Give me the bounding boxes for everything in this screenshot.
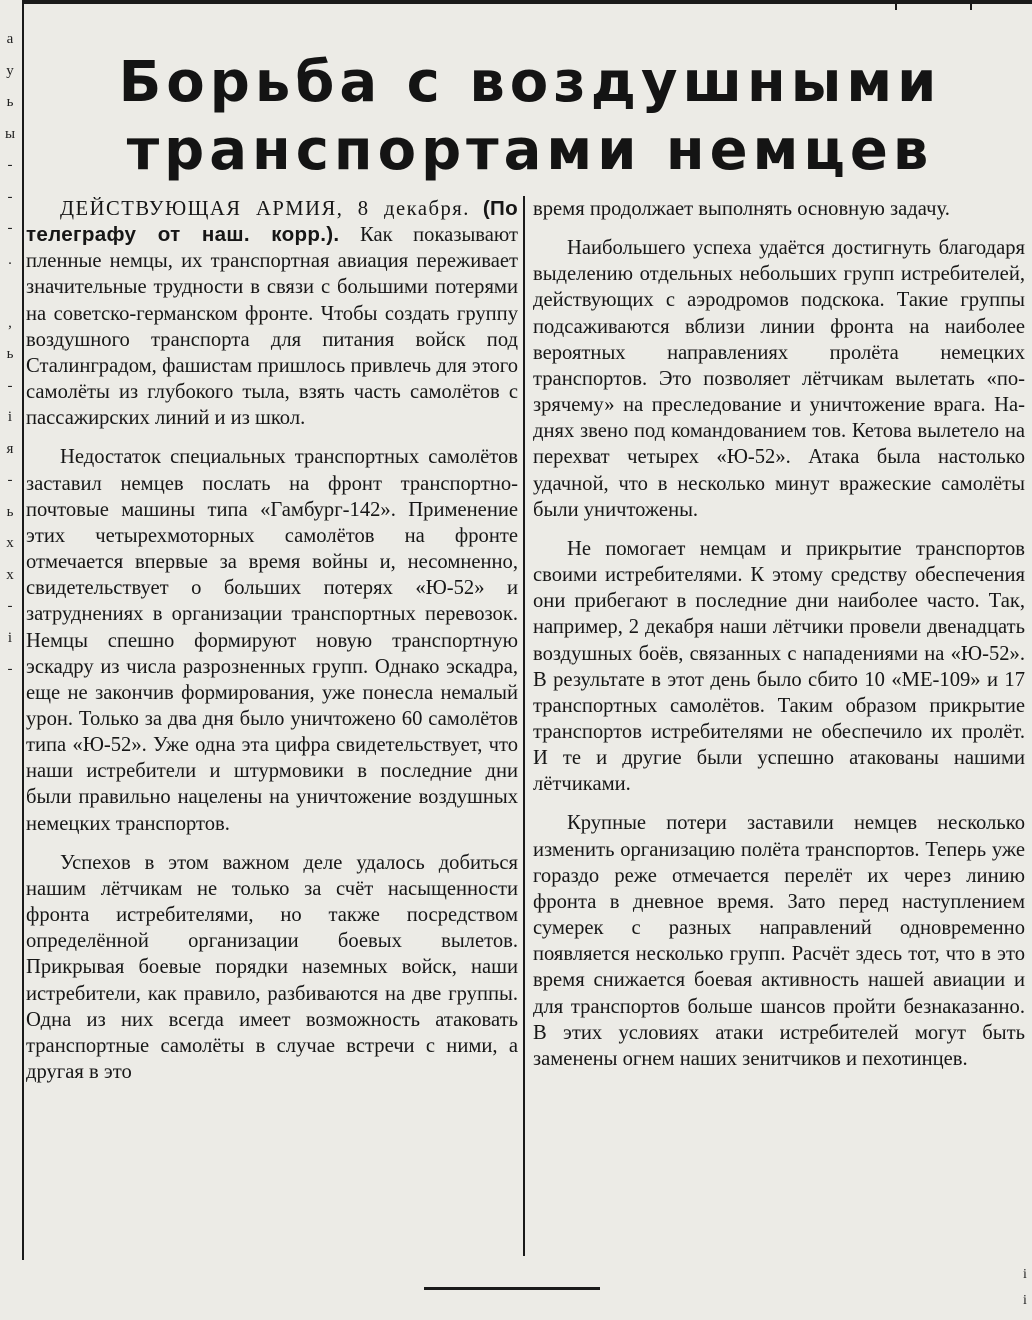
margin-fragment-char: - <box>7 472 13 488</box>
article-paragraph: Крупные потери заставили немцев несколько изменить организацию полёта транспортов. Теперь уже гораздо реже отмечается перелёт их через линию фронта в дневное время. Зато перед наступлением сумерек с разных направлений одновременно появляется несколько групп. Расчёт здесь тот, что в это время снижается боевая активность нашей авиации и для транспортов больше шансов пройти безнаказанно. В этих условиях атаки истребителей могут быть заменены огнем наших зенитчиков и пехотинцев. <box>533 812 1025 1070</box>
article-paragraph: Недостаток специальных транспортных самолётов заставил немцев послать на фронт транспортно-почтовые машины типа «Гамбург-142». Применение этих четырехмоторных самолётов на фронте отмечается впервые за время войны и, несомненно, свидетельствует о больших потерях «Ю-52» и затруднениях в организации транспортных перевозок. Немцы спешно формируют новую транспортную эскадру из числа разрозненных групп. Однако эскадра, еще не закончив формирования, уже понесла немалый урон. Только за два дня было уничтожено 60 самолётов типа «Ю-52». Уже одна эта цифра свидетельствует, что наши истребители и штурмовики в последние дни были правильно нацелены на уничтожение воздушных немецких транспортов. <box>26 446 518 835</box>
top-rule-tick <box>895 0 897 10</box>
margin-fragment-char: . <box>8 251 12 268</box>
margin-fragment-char: - <box>7 661 13 677</box>
margin-fragment-char: ь <box>6 503 14 520</box>
margin-fragment-char: і <box>1023 1293 1027 1308</box>
margin-fragment-char: я <box>6 440 14 457</box>
margin-fragment-char: ь <box>6 346 14 362</box>
margin-fragment-char: - <box>7 157 13 173</box>
margin-fragment-char: - <box>7 220 13 236</box>
top-rule-tick <box>970 0 972 10</box>
margin-fragment-char: , <box>8 314 12 331</box>
headline-line-1: Борьба с воздушными <box>118 50 942 115</box>
left-column-rule <box>22 0 24 1260</box>
headline-line-2: транспортами немцев <box>126 118 934 183</box>
margin-fragment-char: - <box>7 598 13 614</box>
byline: (По телеграфу от наш. корр.). <box>26 197 518 247</box>
margin-fragment-char <box>1 276 19 308</box>
margin-fragment-char: а <box>6 31 14 47</box>
margin-fragment-char: у <box>6 62 14 79</box>
margin-fragment-char: і <box>7 629 13 646</box>
margin-fragment-char: х <box>6 566 14 583</box>
margin-fragment-char: х <box>6 535 14 551</box>
top-rule <box>22 0 1032 4</box>
dateline: ДЕЙСТВУЮЩАЯ АРМИЯ, 8 декабря. <box>60 198 470 220</box>
adjacent-column-fragment-left <box>1 24 19 686</box>
margin-fragment-char: і <box>1023 1267 1027 1282</box>
article-column-left <box>26 196 518 1085</box>
article-paragraph: Не помогает немцам и прикрытие транспортов своими истребителями. К этому средству обеспечения они прибегают в последние дни наиболее часто. Так, например, 2 декабря наши лётчики провели двенадцать воздушных боёв, связанных с нападениями на «Ю-52». В результате в этот день было сбито 10 «МЕ-109» и 17 транспортных самолётов. Таким образом прикрытие транспортов истребителями не обеспечило их пролёт. И те и другие были успешно атакованы нашими лётчиками. <box>533 537 1025 796</box>
column-divider <box>523 196 525 1256</box>
margin-fragment-char: - <box>7 188 13 205</box>
article-end-rule <box>424 1287 600 1290</box>
article-paragraph <box>26 196 518 431</box>
margin-fragment-char: - <box>7 377 13 394</box>
margin-fragment-char: ы <box>4 125 16 142</box>
margin-fragment-char: і <box>7 409 13 425</box>
article-column-right <box>533 196 1025 1072</box>
article-paragraph-continued: время продолжает выполнять основную задачу. <box>533 198 950 220</box>
article-paragraph: Наибольшего успеха удаётся достигнуть благодаря выделению отдельных небольших групп истребителей, действующих с аэродромов подскока. Такие группы подсаживаются вблизи линии фронта на наиболее вероятных направлениях пролёта немецких транспортов. Это позволяет лётчикам вылетать «по-зрячему» на преследование и уничтожение врага. На-днях звено под командованием тов. Кетова вылетело на перехват четырех «Ю-52». Атака была настолько удачной, что в несколько минут вражеские самолёты были уничтожены. <box>533 237 1025 521</box>
adjacent-column-fragment-right <box>1020 1262 1030 1314</box>
margin-fragment-char: ь <box>6 94 14 110</box>
paragraph-text: Как показывают пленные немцы, их транспортная авиация переживает значительные трудности в связи с большими потерями на советско-германском фронте. Чтобы создать группу воздушного транспорта для питания войск под Сталинградом, фашистам пришлось привлечь для этого самолёты из глубокого тыла, взять часть самолётов с пассажирских линий и из школ. <box>26 224 518 430</box>
article-paragraph: Успехов в этом важном деле удалось добиться нашим лётчикам не только за счёт насыщенности фронта истребителями, но также посредством определённой организации боевых вылетов. Прикрывая боевые порядки наземных войск, наши истребители, как правило, разбиваются на две группы. Одна из них всегда имеет возможность атаковать транспортные самолёты в случае встречи с ними, а другая в это <box>26 851 518 1083</box>
